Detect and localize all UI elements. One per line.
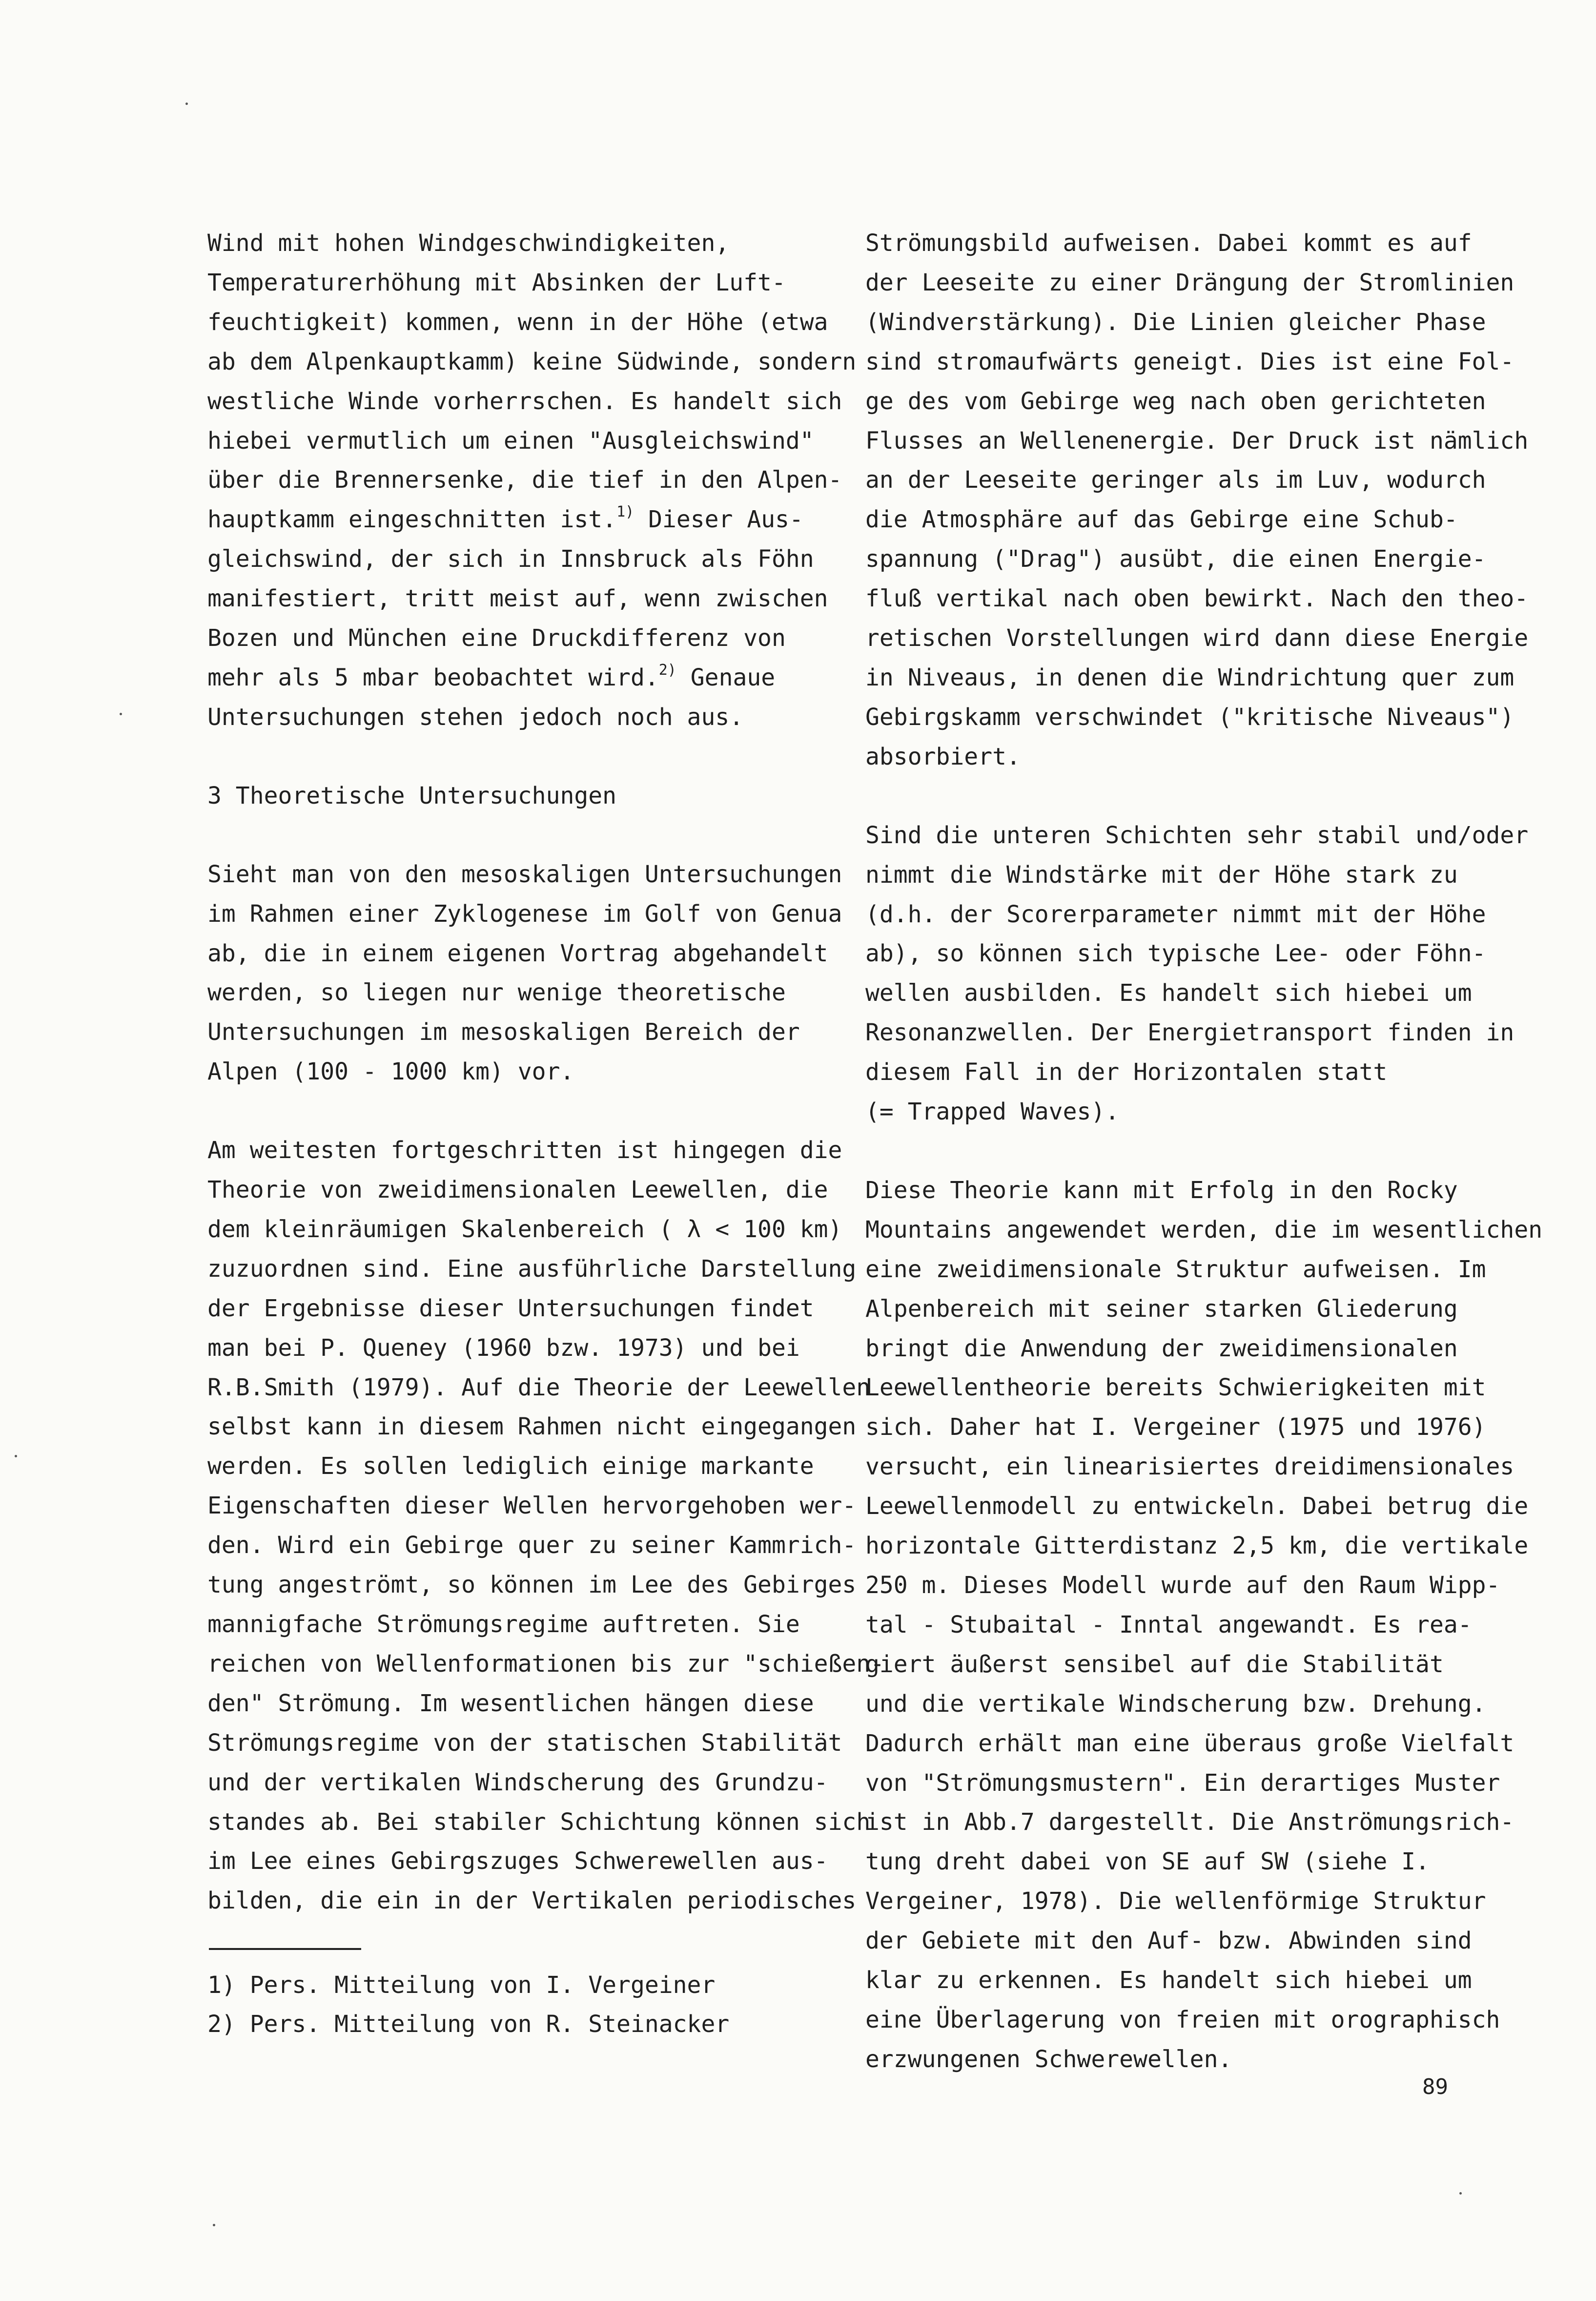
footnote-divider [209, 1948, 361, 1950]
text-line: spannung ("Drag") ausübt, die einen Energie- [865, 545, 1486, 573]
text-line: Wind mit hohen Windgeschwindigkeiten, [207, 229, 730, 257]
text-line: nimmt die Windstärke mit der Höhe stark zu [865, 861, 1458, 889]
text-line: Sind die unteren Schichten sehr stabil und/oder [865, 821, 1529, 849]
text-line: der Leeseite zu einer Drängung der Stromlinien [865, 269, 1514, 296]
text-line: manifestiert, tritt meist auf, wenn zwischen [207, 585, 828, 613]
text-segment: Dieser Aus- [634, 506, 803, 534]
scan-speck [15, 1455, 17, 1457]
left-column [207, 224, 885, 1921]
text-line: 250 m. Dieses Modell wurde auf den Raum Wipp- [865, 1572, 1500, 1599]
text-line: der Ergebnisse dieser Untersuchungen findet [207, 1294, 814, 1322]
text-line: Theorie von zweidimensionalen Leewellen, die [207, 1176, 828, 1204]
text-line: die Atmosphäre auf das Gebirge eine Schub- [865, 506, 1458, 534]
paragraph-gap [207, 737, 832, 776]
text-line: eine zweidimensionale Struktur aufweisen. Im [865, 1255, 1486, 1283]
text-line: Alpen (100 - 1000 km) vor. [207, 1058, 574, 1086]
text-line: und der vertikalen Windscherung des Grundzu- [207, 1768, 828, 1796]
text-line: Untersuchungen stehen jedoch noch aus. [207, 703, 744, 731]
text-segment: hauptkamm eingeschnitten ist. [207, 506, 617, 534]
text-line: (= Trapped Waves). [865, 1098, 1120, 1126]
footnote-1: 1) Pers. Mitteilung von I. Vergeiner [207, 1971, 716, 1999]
text-line: dem kleinräumigen Skalenbereich ( λ < 100 km) [207, 1215, 842, 1243]
text-line: Alpenbereich mit seiner starken Gliederung [865, 1295, 1458, 1323]
text-line: in Niveaus, in denen die Windrichtung quer zum [865, 663, 1514, 691]
text-line: tung angeströmt, so können im Lee des Gebirges [207, 1571, 857, 1599]
text-line: tal - Stubaital - Inntal angewandt. Es rea- [865, 1611, 1472, 1638]
text-line: der Gebiete mit den Auf- bzw. Abwinden sind [865, 1927, 1472, 1955]
text-line: hiebei vermutlich um einen "Ausgleichswind" [207, 427, 814, 455]
text-line: Mountains angewendet werden, die im wesentlichen [865, 1216, 1543, 1244]
scan-speck [120, 713, 122, 715]
text-line-with-footnote-1 [207, 500, 832, 539]
footnotes [207, 1966, 832, 2044]
text-line: ab), so können sich typische Lee- oder Föhn- [865, 940, 1486, 968]
text-line: gleichswind, der sich in Innsbruck als Föhn [207, 545, 814, 573]
text-line: ge des vom Gebirge weg nach oben gerichteten [865, 387, 1486, 415]
text-line: R.B.Smith (1979). Auf die Theorie der Leewellen [207, 1373, 871, 1401]
text-segment: mehr als 5 mbar beobachtet wird. [207, 663, 659, 691]
left-paragraph-1 [207, 224, 857, 737]
text-line: bilden, die ein in der Vertikalen periodisches [207, 1887, 857, 1915]
text-line: Leewellentheorie bereits Schwierigkeiten mit [865, 1374, 1486, 1402]
text-line: (d.h. der Scorerparameter nimmt mit der Höhe [865, 900, 1486, 928]
text-line: Am weitesten fortgeschritten ist hingegen die [207, 1137, 842, 1164]
page-number: 89 [1422, 2074, 1448, 2099]
section-heading-text: 3 Theoretische Untersuchungen [207, 782, 617, 809]
paragraph-gap [865, 1132, 1500, 1171]
text-line: Untersuchungen im mesoskaligen Bereich der [207, 1018, 800, 1046]
text-line: über die Brennersenke, die tief in den Alpen- [207, 466, 842, 494]
text-line: giert äußerst sensibel auf die Stabilität [865, 1650, 1444, 1678]
text-line: von "Strömungsmustern". Ein derartiges Muster [865, 1769, 1500, 1797]
text-line: horizontale Gitterdistanz 2,5 km, die vertikale [865, 1532, 1529, 1560]
text-line: Bozen und München eine Druckdifferenz von [207, 624, 786, 652]
text-line: Sieht man von den mesoskaligen Untersuchungen [207, 860, 842, 888]
text-line: im Rahmen einer Zyklogenese im Golf von Genua [207, 900, 842, 928]
text-line: diesem Fall in der Horizontalen statt [865, 1058, 1388, 1086]
text-line: (Windverstärkung). Die Linien gleicher Phase [865, 308, 1486, 336]
text-line: Eigenschaften dieser Wellen hervorgehoben wer- [207, 1492, 857, 1520]
paragraph-gap [207, 816, 832, 855]
text-line: retischen Vorstellungen wird dann diese Energie [865, 624, 1529, 652]
text-line: werden, so liegen nur wenige theoretische [207, 979, 786, 1007]
text-line: Flusses an Wellenenergie. Der Druck ist nämlich [865, 427, 1529, 455]
text-line-with-footnote-2 [207, 658, 832, 698]
text-line: eine Überlagerung von freien mit orographisch [865, 2006, 1500, 2033]
text-line: an der Leeseite geringer als im Luv, wodurch [865, 466, 1486, 494]
text-line: ist in Abb.7 dargestellt. Die Anströmungsrich- [865, 1808, 1514, 1836]
text-line: feuchtigkeit) kommen, wenn in der Höhe (etwa [207, 308, 828, 336]
text-line: mannigfache Strömungsregime auftreten. Sie [207, 1611, 800, 1638]
text-line: sich. Daher hat I. Vergeiner (1975 und 1976) [865, 1413, 1486, 1441]
text-line: Strömungsregime von der statischen Stabilität [207, 1729, 842, 1757]
text-line: den. Wird ein Gebirge quer zu seiner Kammrich- [207, 1532, 857, 1559]
scan-speck [185, 103, 188, 105]
text-line: tung dreht dabei von SE auf SW (siehe I. [865, 1848, 1430, 1876]
text-line: sind stromaufwärts geneigt. Dies ist eine Fol- [865, 348, 1514, 375]
left-paragraph-2 [207, 855, 842, 1092]
text-line: ab, die in einem eigenen Vortrag abgehandelt [207, 939, 828, 967]
text-line: ab dem Alpenkauptkamm) keine Südwinde, sondern [207, 348, 857, 375]
text-line: reichen von Wellenformationen bis zur "schießen- [207, 1650, 885, 1678]
text-line: bringt die Anwendung der zweidimensionalen [865, 1334, 1458, 1362]
text-line: Diese Theorie kann mit Erfolg in den Rocky [865, 1176, 1458, 1204]
text-line: Vergeiner, 1978). Die wellenförmige Struktur [865, 1887, 1486, 1915]
footnote-ref-2: 2) [658, 661, 676, 679]
scan-speck [1459, 2192, 1462, 2195]
left-paragraph-3 [207, 1131, 885, 1921]
right-paragraph-3 [865, 1171, 1543, 2079]
text-line: klar zu erkennen. Es handelt sich hiebei um [865, 1967, 1472, 1994]
paragraph-gap [865, 777, 1500, 816]
text-line: man bei P. Queney (1960 bzw. 1973) und bei [207, 1334, 800, 1362]
text-line: westliche Winde vorherrschen. Es handelt sich [207, 387, 842, 415]
text-line: fluß vertikal nach oben bewirkt. Nach den theo- [865, 585, 1529, 613]
text-line: werden. Es sollen lediglich einige markante [207, 1452, 814, 1480]
scan-speck [213, 2224, 215, 2226]
text-line: Strömungsbild aufweisen. Dabei kommt es auf [865, 229, 1472, 257]
text-line: Gebirgskamm verschwindet ("kritische Niveaus") [865, 703, 1514, 731]
section-heading [207, 776, 832, 816]
paragraph-gap [207, 1092, 832, 1131]
footnote-2: 2) Pers. Mitteilung von R. Steinacker [207, 2011, 730, 2038]
text-line: standes ab. Bei stabiler Schichtung können sich [207, 1808, 871, 1836]
text-line: versucht, ein linearisiertes dreidimensionales [865, 1453, 1514, 1481]
text-line: erzwungenen Schwerewellen. [865, 2045, 1232, 2073]
text-line: absorbiert. [865, 743, 1021, 770]
footnote-ref-1: 1) [616, 503, 634, 521]
text-line: den" Strömung. Im wesentlichen hängen diese [207, 1689, 814, 1717]
text-line: wellen ausbilden. Es handelt sich hiebei um [865, 979, 1472, 1007]
text-line: Dadurch erhält man eine überaus große Vielfalt [865, 1729, 1514, 1757]
text-line: Temperaturerhöhung mit Absinken der Luft- [207, 269, 786, 296]
text-line: zuzuordnen sind. Eine ausführliche Darstellung [207, 1255, 857, 1283]
text-line: und die vertikale Windscherung bzw. Drehung. [865, 1690, 1486, 1718]
text-line: im Lee eines Gebirgszuges Schwerewellen aus- [207, 1847, 828, 1875]
right-paragraph-2 [865, 816, 1529, 1132]
text-line: Resonanzwellen. Der Energietransport finden in [865, 1019, 1514, 1047]
text-segment: Genaue [676, 663, 776, 691]
right-paragraph-1 [865, 224, 1529, 777]
text-line: Leewellenmodell zu entwickeln. Dabei betrug die [865, 1493, 1529, 1520]
right-column [865, 224, 1543, 2079]
text-line: selbst kann in diesem Rahmen nicht eingegangen [207, 1413, 857, 1441]
